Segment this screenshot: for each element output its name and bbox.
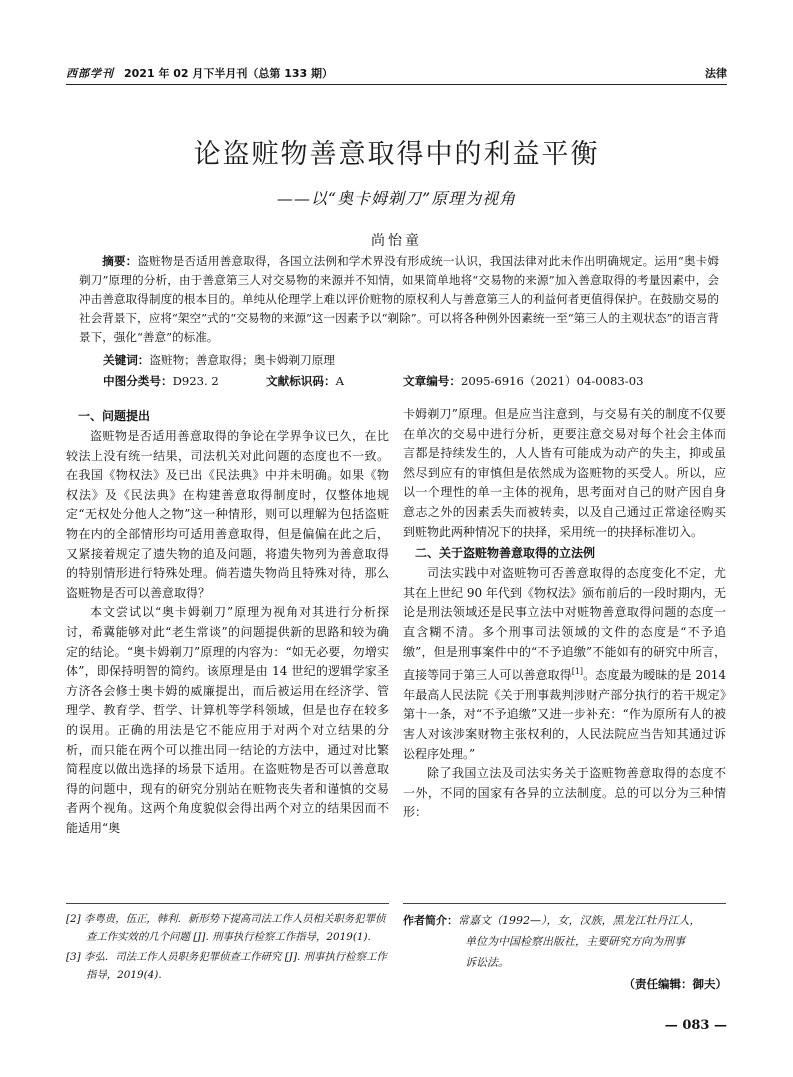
reference-item: [3] 李弘．司法工作人员职务犯罪侦查工作研究 [J]. 刑事执行检察工作指导，2019(4). [66,951,387,981]
keywords [103,352,335,368]
left-column [66,405,389,838]
reference-list [66,910,391,986]
bio-line: 常嘉文（1992—），女，汉族，黑龙江牡丹江人， [458,914,701,927]
doc-code-text: A [335,374,344,388]
citation-mark: [1] [571,667,584,677]
issue-info: 2021 年 02 月下半月刊（总第 133 期） [124,67,334,80]
right-column [403,405,726,823]
article-subtitle: ——以“奥卡姆剃刀”原理为视角 [276,189,517,208]
article-number [403,373,643,389]
journal-name: 西部学刊 [66,67,114,80]
article-number-text: 2095-6916（2021）04-0083-03 [460,374,644,388]
abstract [79,252,719,347]
bio-line: 单位为中国检察出版社，主要研究方向为刑事 [465,935,685,948]
keywords-text: 盗赃物；善意取得；奥卡姆剃刀原理 [149,353,335,367]
author-bio [403,910,728,973]
bio-line: 诉讼法。 [465,956,509,969]
header-rule [66,84,727,85]
paragraph-text: 。态度最为暧昧的是 2014 年最高人民法院《关于刑事裁判涉财产部分执行的若干规定》第十一条，对“不予追缴”又进一步补充：“作为原所有人的被害人对该涉案财物主张权利的，人民法院应当告知其通过诉讼程序处理。” [403,668,726,761]
paragraph [403,564,726,764]
paragraph: 盗赃物是否适用善意取得的争论在学界争议已久，在比较法上没有统一结果，司法机关对此问题的态度也不一致。在我国《物权法》及已出《民法典》中并未明确。如果《物权法》及《民法典》在构建善意取得制度时，仅整体地规定“无权处分他人之物”这一种情形，则可以理解为包括盗赃物在内的全部情形均可适用善意取得，但是偏偏在此之后，又紧接着规定了遗失物的追及问题，将遗失物列为善意取得的特别情形进行特殊处理。倘若遗失物尚且特殊对待，那么盗赃物是否可以善意取得？ [66,429,389,600]
author-name: 尚怡童 [371,233,422,249]
footnote-rule-left [66,903,389,904]
doc-code [266,373,344,389]
keywords-label: 关键词： [103,353,150,367]
paragraph: 本文尝试以“奥卡姆剃刀”原理为视角对其进行分析探讨，希冀能够对此“老生常谈”的问题提供新的思路和较为确定的结论。“奥卡姆剃刀”原理的内容为：“如无必要，勿增实体”，即保持明智的简约。该原理是由 14 世纪的逻辑学家圣方济各会修士奥卡姆的威廉提出，而后被运用在经济学、管理学、教育学、哲学、计算机等学科领域，但是也存在较多的误用。正确的用法是它不能应用于对两个对立结果的分析，而只能在两个可以推出同一结论的方法中，通过对比繁简程度以做出选择的场景下适用。在盗赃物是否可以善意取得的问题中，现有的研究分别站在赃物丧失者和谨慎的交易者两个视角。这两个角度貌似会得出两个对立的结果因而不能适用“奥 [66,605,389,835]
reference-item: [2] 李粤贵，伍正，韩利．新形势下提高司法工作人员相关职务犯罪侦查工作实效的几个问题 [J]. 刑事执行检察工作指导，2019(1). [66,913,386,943]
paragraph-text: 司法实践中对盗赃物可否善意取得的态度变化不定，尤其在上世纪 90 年代到《物权法》颁布前后的一段时期内，无论是刑法领域还是民事立法中对赃物善意取得问题的态度一直含糊不清。多个刑事司法领域的文件的态度是“不予追缴”，但是刑事案件中的“不予追缴”不能如有的研究中所言，直接等同于第三人可以善意取得 [403,566,726,683]
abstract-label: 摘要： [102,254,138,268]
doc-code-label: 文献标识码： [266,374,336,388]
responsible-editor: （责任编辑：御夫） [623,977,727,991]
classification-text: D923. 2 [172,374,219,388]
article-number-label: 文章编号： [403,374,461,388]
article-title: 论盗赃物善意取得中的利益平衡 [193,139,600,170]
section-heading-2: 二、关于盗赃物善意取得的立法例 [415,546,596,561]
bio-label: 作者简介： [403,914,458,927]
classification [103,373,219,389]
running-header [66,62,727,82]
section-name: 法律 [705,67,727,80]
section-heading-1: 一、问题提出 [78,409,151,423]
footnote-rule-right [403,903,726,904]
classification-label: 中图分类号： [103,374,173,388]
abstract-text: 盗赃物是否适用善意取得，各国立法例和学术界没有形成统一认识，我国法律对此未作出明确规定。运用“奥卡姆剃刀”原理的分析，由于善意第三人对交易物的来源并不知情，如果简单地将“交易物的来源”加入善意取得的考量因素中，会冲击善意取得制度的根本目的。单纯从伦理学上难以评价赃物的原权利人与善意第三人的利益何者更值得保护。在鼓励交易的社会背景下，应将“架空”式的“交易物的来源”这一因素予以“剃除”。可以将各种例外因素统一至“第三人的主观状态”的语言背景下，强化“善意”的标准。 [79,254,719,344]
paragraph: 除了我国立法及司法实务关于盗赃物善意取得的态度不一外，不同的国家有各异的立法制度。总的可以分为三种情形： [403,766,726,820]
paragraph-continued: 卡姆剃刀”原理。但是应当注意到，与交易有关的制度不仅要在单次的交易中进行分析，更要注意交易对每个社会主体而言都是持续发生的，人人皆有可能成为动产的失主，抑或虽然尽到应有的审慎但是依然成为盗赃物的买受人。所以，应以一个理性的单一主体的视角，思考面对自己的财产因自身意志之外的因素丢失而被转卖，以及自己通过正常途径购买到赃物此两种情况下的抉择，采用统一的抉择标准切入。 [403,407,726,539]
page-number: — 083 — [664,1018,727,1033]
